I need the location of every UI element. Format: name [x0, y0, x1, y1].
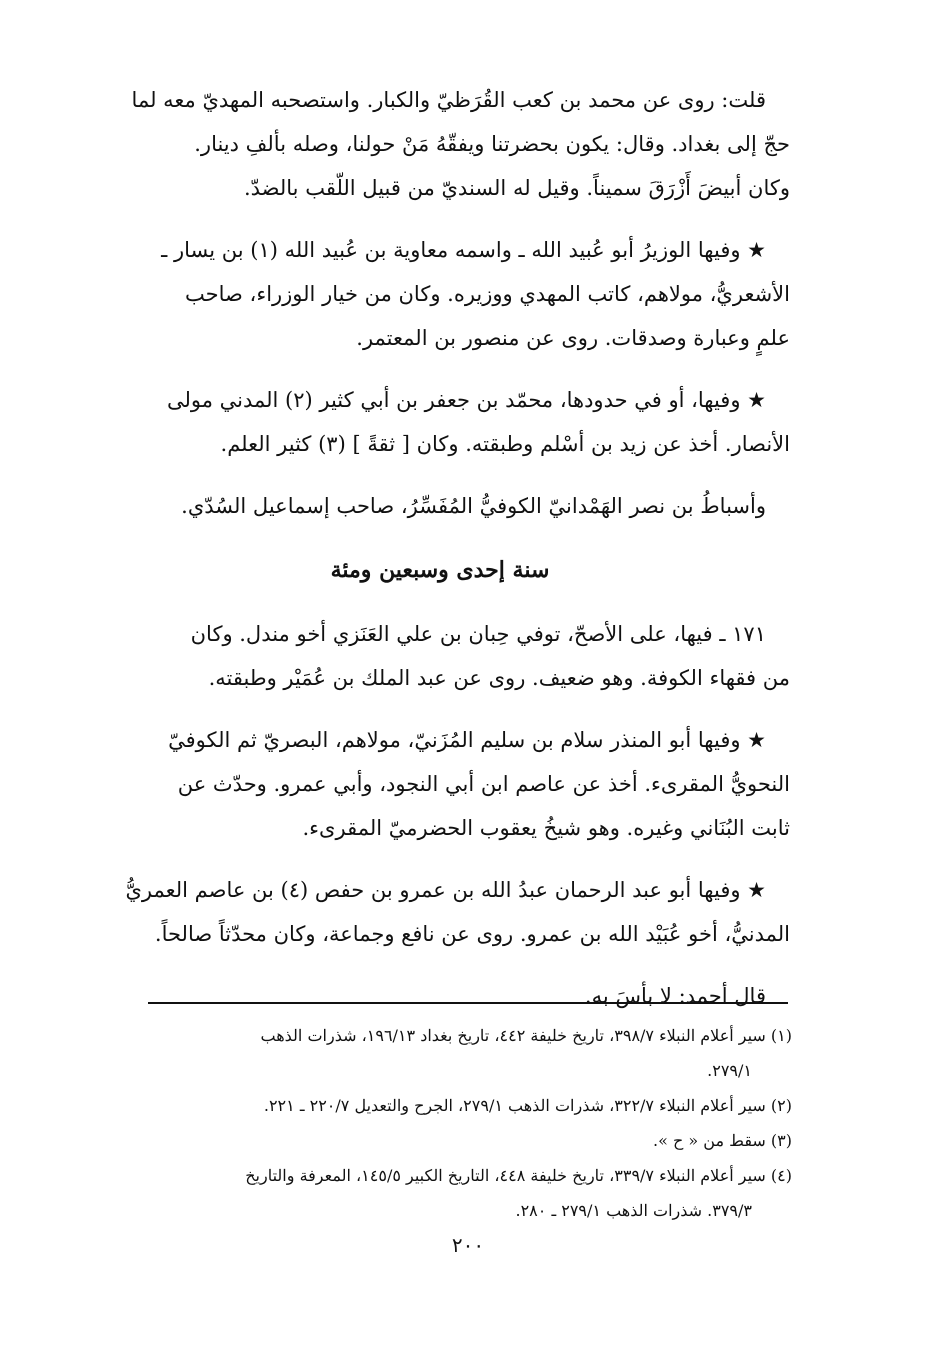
footnote-3: (٣) سقط من « ح ».	[653, 1131, 792, 1150]
text-line: علمٍ وعبارة وصدقات. روى عن منصور بن المعتمر.	[356, 326, 790, 350]
footnote-separator	[148, 1002, 788, 1004]
paragraph-6	[90, 718, 790, 850]
text-line: الأنصار. أخذ عن زيد بن أسْلم وطبقته. وكان [ ثقةً ] (٣) كثير العلم.	[220, 432, 790, 456]
page-number: ٢٠٠	[451, 1233, 485, 1257]
text-line: ★ وفيها أبو المنذر سلام بن سليم المُزَنيّ، مولاهم، البصريّ ثم الكوفيّ	[168, 728, 766, 752]
paragraph-8	[90, 974, 790, 1018]
paragraph-7	[90, 868, 790, 956]
text-line: ١٧١ ـ فيها، على الأصحّ، توفي حِبان بن علي العَنَزي أخو مندل. وكان	[190, 622, 766, 646]
footnote-4-continuation: ٣٧٩/٣. شذرات الذهب ٢٧٩/١ ـ ٢٨٠.	[515, 1201, 752, 1220]
text-line: ★ وفيها، أو في حدودها، محمّد بن جعفر بن أبي كثير (٢) المدني مولى	[166, 388, 766, 412]
text-line: النحويُّ المقرىء. أخذ عن عاصم ابن أبي النجود، وأبي عمرو. وحدّث عن	[177, 772, 790, 796]
text-line: وكان أبيضَ أَزْرَقَ سميناً. وقيل له السنديّ من قبيل اللّقب بالضدّ.	[243, 176, 790, 200]
text-line: حجّ إلى بغداد. وقال: يكون بحضرتنا ويفقّهُ مَنْ حولنا، وصله بألفِ دينار.	[194, 132, 790, 156]
paragraph-2	[90, 228, 790, 360]
paragraph-3	[90, 378, 790, 466]
text-line: من فقهاء الكوفة. وهو ضعيف. روى عن عبد الملك بن عُمَيْر وطبقته.	[208, 666, 790, 690]
footnote-1: (١) سير أعلام النبلاء ٣٩٨/٧، تاريخ خليفة ٤٤٢، تاريخ بغداد ١٩٦/١٣، شذرات الذهب	[260, 1026, 792, 1045]
text-line: ★ وفيها أبو عبد الرحمان عبدُ الله بن عمرو بن حفص (٤) بن عاصم العمريُّ	[125, 878, 766, 902]
paragraph-1	[90, 78, 790, 210]
footnotes	[88, 1018, 792, 1228]
main-text	[90, 78, 790, 1036]
text-line: قلت: روى عن محمد بن كعب القُرَظيّ والكبار. واستصحبه المهديّ معه لما	[131, 88, 766, 112]
paragraph-5	[90, 612, 790, 700]
text-line: وأسباطُ بن نصر الهَمْدانيّ الكوفيُّ المُفَسِّرُ، صاحب إسماعيل السُدّي.	[181, 494, 766, 518]
text-line: ★ وفيها الوزيرُ أبو عُبيد الله ـ واسمه معاوية بن عُبيد الله (١) بن يسار ـ	[161, 238, 766, 262]
text-line: قال أحمد: لا بأسَ به.	[584, 984, 766, 1008]
text-line: ثابت البُنَاني وغيره. وهو شيخُ يعقوب الحضرميّ المقرىء.	[302, 816, 790, 840]
footnote-1-continuation: ٢٧٩/١.	[707, 1061, 752, 1080]
paragraph-4	[90, 484, 790, 528]
text-line: الأشعريُّ، مولاهم، كاتب المهدي ووزيره. وكان من خيار الوزراء، صاحب	[185, 282, 790, 306]
text-line: المدنيُّ، أخو عُبَيْد الله بن عمرو. روى عن نافع وجماعة، وكان محدّثاً صالحاً.	[154, 922, 790, 946]
footnote-4: (٤) سير أعلام النبلاء ٣٣٩/٧، تاريخ خليفة ٤٤٨، التاريخ الكبير ١٤٥/٥، المعرفة والتاريخ	[245, 1166, 792, 1185]
section-heading: سنة إحدى وسبعين ومئة	[330, 557, 550, 583]
footnote-2: (٢) سير أعلام النبلاء ٣٢٢/٧، شذرات الذهب ٢٧٩/١، الجرح والتعديل ٢٢٠/٧ ـ ٢٢١.	[263, 1096, 792, 1115]
